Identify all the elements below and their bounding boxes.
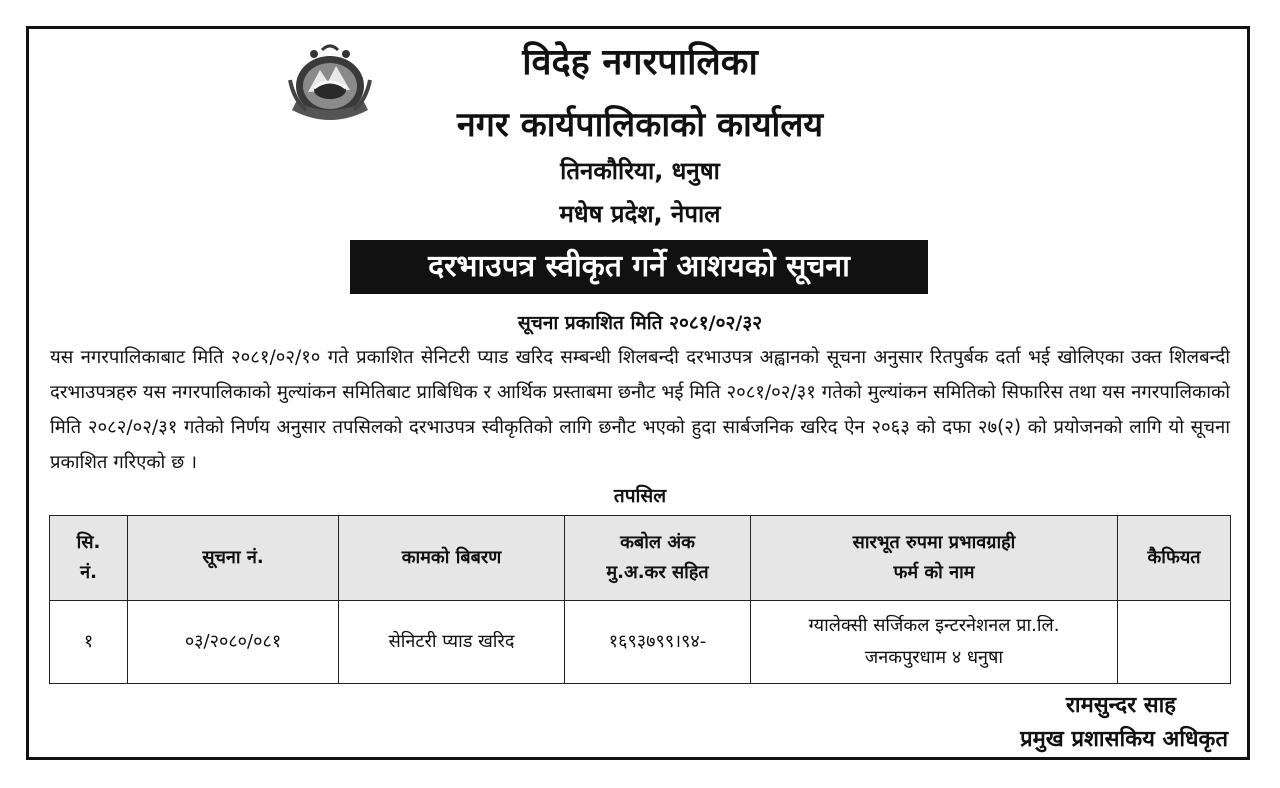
header-serial-number: [50, 516, 128, 601]
cell-notice-number: ०३/२०८०/०८१: [128, 601, 339, 684]
header-firm-name: [751, 516, 1118, 601]
signatory-title: प्रमुख प्रशासकिय अधिकृत: [1020, 727, 1228, 752]
header-work-description: कामको बिबरण: [339, 516, 565, 601]
notice-body-paragraph: यस नगरपालिकाबाट मिति २०८१/०२/१० गते प्रकाशित सेनिटरी प्याड खरिद सम्बन्धी शिलबन्दी दरभाउपत्र अह्वानको सूचना अनुसार रितपुर्बक दर्ता भई खोलिएका उक्त शिलबन्दी दरभाउपत्रहरु यस नगरपालिकाको मुल्यांकन समितिबाट प्राबिधिक र आर्थिक प्रस्ताबमा छनौट भई मिति २०८१/०२/३१ गतेको मुल्यांकन समितिको सिफारिस तथा यस नगरपालिकाको मिति २०८२/०२/३१ गतेको निर्णय अनुसार तपसिलको दरभाउपत्र स्वीकृतिको लागि छनौट भएको हुदा सार्बजनिक खरिद ऐन २०६३ को दफा २७(२) को प्रयोजनको लागि यो सूचना प्रकाशित गरिएको छ ।: [50, 347, 1230, 473]
header-firm-line2: फर्म को नाम: [893, 562, 975, 583]
office-name: नगर कार्यपालिकाको कार्यालय: [456, 105, 824, 145]
table-row: [50, 601, 1231, 684]
header-amount-line1: कबोल अंक: [620, 532, 695, 553]
notice-title-banner: दरभाउपत्र स्वीकृत गर्ने आशयको सूचना: [350, 240, 928, 294]
municipality-name: विदेह नगरपालिका: [522, 42, 758, 83]
firm-name-line1: ग्यालेक्सी सर्जिकल इन्टरनेशनल प्रा.लि.: [808, 615, 1060, 636]
publication-date: सूचना प्रकाशित मिति २०८१/०२/३२: [517, 312, 763, 334]
cell-bid-amount: १६९३७९९।९४-: [565, 601, 751, 684]
header-remarks: कैफियत: [1118, 516, 1231, 601]
cell-firm-name: [751, 601, 1118, 684]
header-sn-line1: सि.: [76, 532, 101, 553]
cell-serial-number: १: [50, 601, 128, 684]
office-location: तिनकौरिया, धनुषा: [560, 157, 720, 185]
header-amount-line2: मु.अ.कर सहित: [606, 562, 709, 583]
signatory-name: रामसुन्दर साह: [1065, 693, 1176, 718]
header-firm-line1: सारभूत रुपमा प्रभावग्राही: [852, 532, 1016, 553]
table-header-row: [50, 516, 1231, 601]
table-caption: तपसिल: [613, 485, 667, 507]
header-bid-amount: [565, 516, 751, 601]
office-province: मधेष प्रदेश, नेपाल: [559, 200, 721, 228]
header-notice-number: सूचना नं.: [128, 516, 339, 601]
award-table: [49, 515, 1231, 684]
header-sn-line2: नं.: [80, 562, 97, 583]
cell-work-description: सेनिटरी प्याड खरिद: [339, 601, 565, 684]
cell-remarks: [1118, 601, 1231, 684]
firm-address-line2: जनकपुरधाम ४ धनुषा: [864, 647, 1004, 668]
